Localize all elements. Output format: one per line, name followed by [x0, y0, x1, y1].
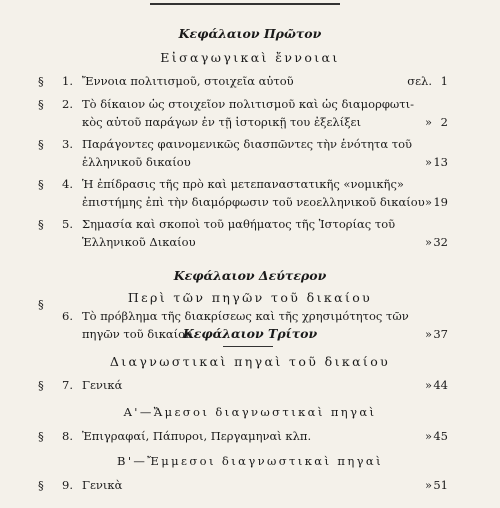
section-symbol: § [38, 297, 44, 311]
page-marker: » [424, 478, 432, 492]
toc-entry [0, 97, 500, 127]
chapter-1-title: Κεφάλαιον Πρῶτον [178, 26, 322, 41]
entry-title-continued: Ἑλληνικοῦ Δικαίου [82, 235, 196, 249]
section-symbol: § [38, 74, 44, 88]
entry-number: 5. [62, 217, 73, 231]
entry-title: Σημασία καὶ σκοποὶ τοῦ μαθήματος τῆς Ἱστορίας τοῦ [82, 217, 396, 231]
entry-title-continued: ἐπιστήμης ἐπὶ τὴν διαμόρφωσιν τοῦ νεοελληνικοῦ δικαίου [82, 195, 425, 209]
entry-title-continued: πηγῶν τοῦ δικαίου [82, 327, 193, 341]
toc-entry [0, 478, 500, 508]
toc-entry [0, 217, 500, 247]
section-symbol: § [38, 429, 44, 443]
entry-title: Τὸ δίκαιον ὡς στοιχεῖον πολιτισμοῦ καὶ ὡς διαμορφωτι- [82, 97, 415, 111]
section-symbol: § [38, 378, 44, 392]
page-marker: » [424, 327, 432, 341]
entry-title-continued: ἑλληνικοῦ δικαίου [82, 155, 191, 169]
section-symbol: § [38, 97, 44, 111]
page-marker: » [424, 378, 432, 392]
entry-title: Γενικά [82, 378, 123, 392]
entry-number: 7. [62, 378, 73, 392]
page-number: 51 [433, 478, 448, 492]
page-marker: σελ. [407, 74, 432, 88]
section-symbol: § [38, 478, 44, 492]
section-symbol: § [38, 137, 44, 151]
chapter-3-title: Κεφάλαιον Τρίτον [182, 326, 318, 341]
entry-number: 3. [62, 137, 73, 151]
page-number: 1 [440, 74, 448, 88]
entry-title: Παράγοντες φαινομενικῶς διασπῶντες τὴν ἑνότητα τοῦ [82, 137, 413, 151]
entry-number: 8. [62, 429, 73, 443]
toc-entry [0, 378, 500, 408]
entry-number: 4. [62, 177, 73, 191]
chapter-3-subtitle: Διαγνωστικαὶ πηγαὶ τοῦ δικαίου [109, 354, 391, 369]
chapter-2-title: Κεφάλαιον Δεύτερον [173, 268, 327, 283]
entry-title: Ἔννοια πολιτισμοῦ, στοιχεῖα αὐτοῦ [82, 74, 294, 88]
page-number: 37 [433, 327, 448, 341]
toc-entry-spacer [0, 0, 500, 30]
toc-entry [0, 137, 500, 167]
page-number: 44 [433, 378, 448, 392]
entry-number: 9. [62, 478, 73, 492]
section-symbol: § [38, 177, 44, 191]
page-number: 13 [433, 155, 448, 169]
separator-rule [223, 346, 273, 347]
entry-title-continued: κὸς αὐτοῦ παράγων ἐν τῇ ἱστορικῇ του ἐξελίξει [82, 115, 362, 129]
page-marker: » [424, 115, 432, 129]
chapter-1-subtitle: Εἰσαγωγικαὶ ἔννοιαι [160, 50, 340, 65]
page-marker: » [424, 429, 432, 443]
entry-number: 1. [62, 74, 73, 88]
page-number: 2 [440, 115, 448, 129]
entry-title: Τὸ πρόβλημα τῆς διακρίσεως καὶ τῆς χρησιμότητος τῶν [82, 309, 409, 323]
entry-title: Ἐπιγραφαί, Πάπυροι, Περγαμηναὶ κλπ. [82, 429, 312, 443]
toc-entry [0, 309, 500, 339]
toc-entry [0, 177, 500, 207]
entry-title: Γενικὰ [82, 478, 123, 492]
section-symbol: § [38, 217, 44, 231]
subsection-b-title: Β'—Ἔμμεσοι διαγνωστικαὶ πηγαὶ [116, 454, 384, 468]
page-marker: » [424, 155, 432, 169]
page-marker: » [424, 195, 432, 209]
page-number: 19 [433, 195, 448, 209]
page-number: 32 [433, 235, 448, 249]
entry-title: Ἡ ἐπίδρασις τῆς πρὸ καὶ μετεπαναστατικῆς «νομικῆς» [82, 177, 404, 191]
entry-number: 2. [62, 97, 73, 111]
entry-number: 6. [62, 309, 73, 323]
page-marker: » [424, 235, 432, 249]
chapter-2-subtitle: Περὶ τῶν πηγῶν τοῦ δικαίου [127, 290, 373, 305]
page-number: 45 [433, 429, 448, 443]
subsection-a-title: Α'—Ἄμεσοι διαγνωστικαὶ πηγαὶ [123, 405, 377, 419]
